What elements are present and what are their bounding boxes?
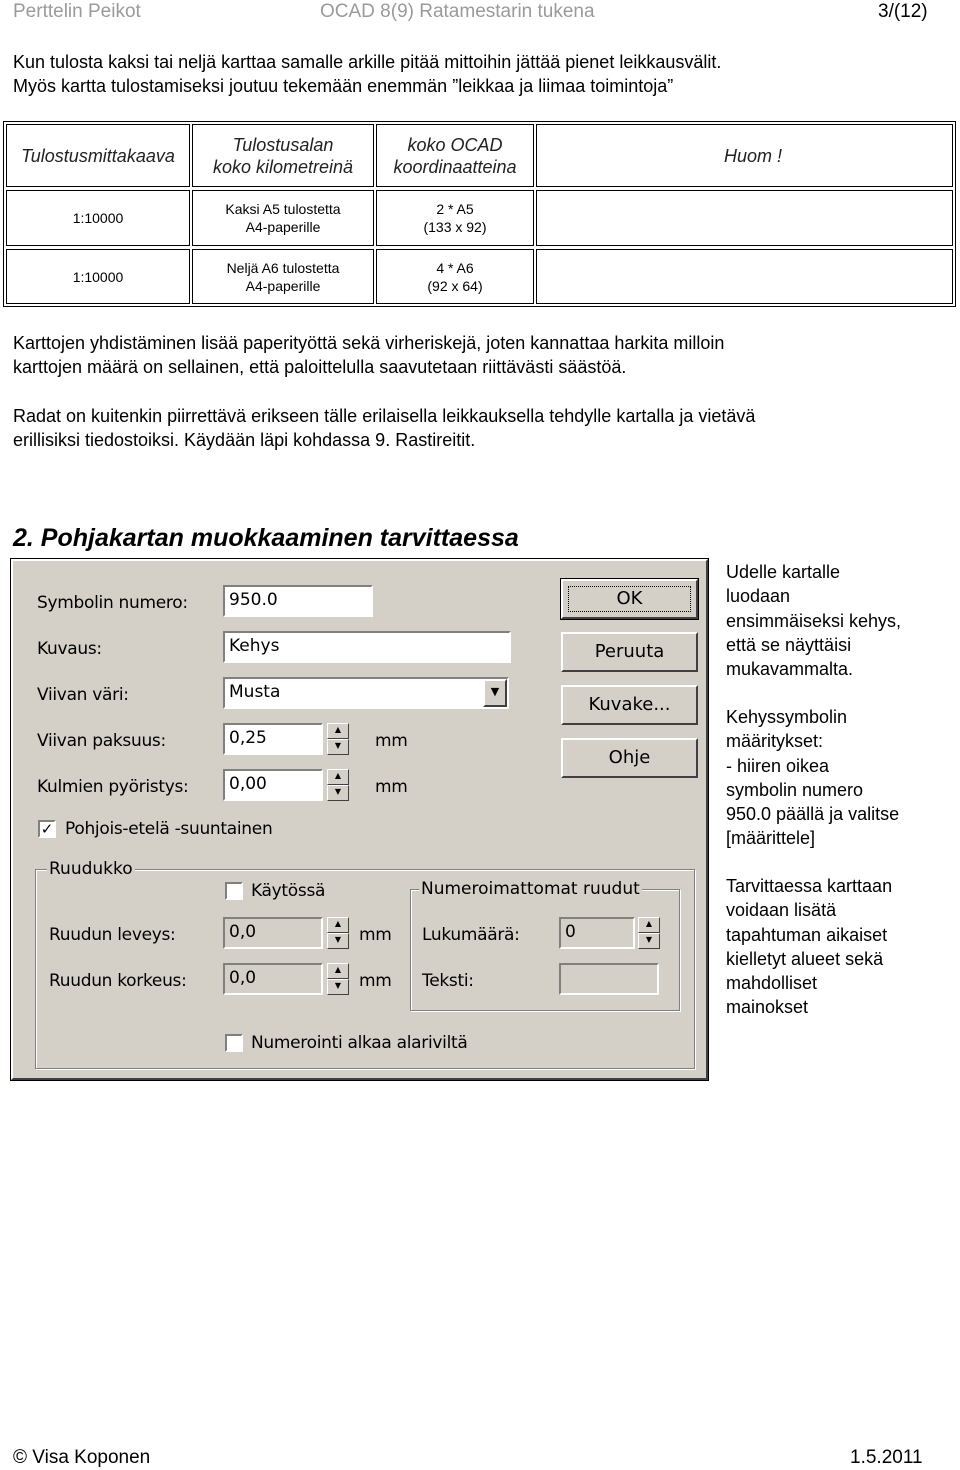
triangle-up-icon[interactable]: ▲ [638, 917, 660, 933]
triangle-down-icon[interactable]: ▼ [327, 979, 349, 995]
print-scale-table [3, 121, 956, 307]
table-cell-area-line2: A4-paperille [245, 277, 321, 294]
corner-rounding-unit: mm [375, 777, 408, 797]
numbering-bottom-label: Numerointi alkaa alariviltä [251, 1033, 468, 1053]
check-icon: ✓ [40, 820, 54, 838]
table-cell-area-line1: Neljä A6 tulostetta [226, 259, 340, 276]
side-note-line: Kehyssymbolin [726, 707, 848, 727]
side-note-line: Tarvittaessa karttaan [726, 876, 893, 896]
help-button[interactable]: Ohje [561, 738, 698, 778]
triangle-down-icon[interactable]: ▼ [327, 933, 349, 949]
description-input[interactable]: Kehys [223, 631, 511, 663]
table-cell-coords-line2: (133 x 92) [423, 219, 487, 235]
intro-text [13, 50, 721, 98]
side-note-line: [määrittele] [726, 828, 816, 849]
symbol-number-input[interactable]: 950.0 [223, 585, 373, 617]
table-cell-coords [376, 190, 534, 246]
line-width-spinner[interactable] [327, 723, 349, 755]
grid-height-label: Ruudun korkeus: [49, 971, 187, 991]
ok-button[interactable] [561, 579, 698, 619]
table-cell-coords-line1: 4 * A6 [436, 259, 474, 276]
grid-width-spinner[interactable] [327, 917, 349, 949]
paragraph-2-line-1: Radat on kuitenkin piirrettävä erikseen tälle erilaisella leikkauksella tehdylle kartalla ja vietävä [13, 406, 756, 426]
table-header-area-line1: Tulostusalan [232, 134, 334, 155]
header-center: OCAD 8(9) Ratamestarin tukena [320, 1, 595, 22]
side-note-2 [726, 705, 946, 851]
side-note-line: luodaan [726, 586, 791, 607]
grid-width-unit: mm [359, 925, 392, 945]
side-note-line: että se näyttäisi [726, 634, 852, 655]
corner-rounding-input[interactable]: 0,00 [223, 769, 323, 801]
grid-width-input[interactable]: 0,0 [223, 917, 323, 949]
grid-height-spinner[interactable] [327, 963, 349, 995]
text-label: Teksti: [422, 971, 474, 991]
table-header-coords-line2: koordinaatteina [393, 156, 517, 177]
count-spinner[interactable] [638, 917, 660, 949]
line-color-label: Viivan väri: [37, 685, 129, 705]
north-south-checkbox[interactable] [38, 820, 56, 838]
grid-height-unit: mm [359, 971, 392, 991]
grid-height-input[interactable]: 0,0 [223, 963, 323, 995]
triangle-up-icon[interactable]: ▲ [327, 963, 349, 979]
side-note-line: mukavammalta. [726, 659, 854, 680]
table-header-coords [376, 124, 534, 187]
triangle-down-icon[interactable]: ▼ [327, 739, 349, 755]
numbering-bottom-checkbox[interactable] [225, 1034, 243, 1052]
paragraph-2-line-2: erillisiksi tiedostoiksi. Käydään läpi kohdassa 9. Rastireitit. [13, 430, 476, 450]
triangle-down-icon[interactable]: ▼ [638, 933, 660, 949]
triangle-up-icon[interactable]: ▲ [327, 917, 349, 933]
footer-date: 1.5.2011 [850, 1447, 923, 1468]
north-south-label: Pohjois-etelä -suuntainen [65, 819, 273, 839]
table-cell-scale: 1:10000 [6, 190, 190, 246]
icon-button[interactable]: Kuvake... [561, 685, 698, 725]
intro-line-2: Myös kartta tulostamiseksi joutuu tekemään enemmän ”leikkaa ja liimaa toimintoja” [13, 76, 674, 96]
side-note-line: määritykset: [726, 731, 824, 752]
line-width-label: Viivan paksuus: [37, 731, 166, 751]
grid-width-label: Ruudun leveys: [49, 925, 176, 945]
side-note-3 [726, 874, 946, 1020]
count-label: Lukumäärä: [422, 925, 520, 945]
side-note-line: Udelle kartalle [726, 562, 841, 582]
table-header-scale: Tulostusmittakaava [6, 124, 190, 187]
symbol-number-label: Symbolin numero: [37, 593, 188, 613]
in-use-label: Käytössä [251, 881, 326, 901]
table-header-area-line2: koko kilometreinä [212, 156, 354, 177]
table-cell-area-line1: Kaksi A5 tulostetta [225, 201, 341, 217]
symbol-dialog [11, 559, 708, 1080]
page-number: 3/(12) [878, 1, 928, 22]
intro-line-1: Kun tulosta kaksi tai neljä karttaa samalle arkille pitää mittoihin jättää pienet leikkausvälit. [13, 52, 722, 72]
table-cell-area [192, 190, 374, 246]
header-left: Perttelin Peikot [13, 1, 141, 22]
grid-group-title: Ruudukko [49, 859, 133, 879]
line-width-unit: mm [375, 731, 408, 751]
corner-rounding-spinner[interactable] [327, 769, 349, 801]
text-input[interactable] [559, 963, 659, 995]
side-note-line: symbolin numero [726, 779, 864, 800]
side-note-line: mahdolliset [726, 973, 818, 994]
side-note-line: - hiiren oikea [726, 755, 830, 776]
table-cell-coords-line1: 2 * A5 [436, 201, 474, 217]
line-width-input[interactable]: 0,25 [223, 723, 323, 755]
footer-copyright: © Visa Koponen [13, 1447, 151, 1468]
section-title: 2. Pohjakartan muokkaaminen tarvittaessa [13, 524, 519, 552]
description-label: Kuvaus: [37, 639, 102, 659]
count-input[interactable]: 0 [559, 917, 635, 949]
cancel-button[interactable]: Peruuta [561, 632, 698, 672]
table-cell-note [536, 249, 953, 304]
triangle-up-icon[interactable]: ▲ [327, 769, 349, 785]
side-note-line: ensimmäiseksi kehys, [726, 610, 902, 631]
table-cell-coords-line2: (92 x 64) [427, 277, 483, 294]
side-note-line: mainokset [726, 997, 809, 1018]
in-use-checkbox[interactable] [225, 882, 243, 900]
table-cell-area [192, 249, 374, 304]
side-note-1 [726, 560, 946, 681]
side-note-line: kielletyt alueet sekä [726, 948, 884, 969]
table-cell-scale: 1:10000 [6, 249, 190, 304]
table-header-coords-line1: koko OCAD [407, 134, 503, 155]
table-cell-note [536, 190, 953, 246]
paragraph-1-line-1: Karttojen yhdistäminen lisää paperityöttä sekä virheriskejä, joten kannattaa harkita milloin [13, 333, 725, 353]
table-header-note: Huom ! [536, 124, 953, 187]
table-cell-area-line2: A4-paperille [245, 219, 321, 235]
paragraph-1 [13, 331, 943, 379]
table-cell-coords [376, 249, 534, 304]
unnumbered-group-title: Numeroimattomat ruudut [421, 879, 640, 899]
paragraph-2 [13, 404, 943, 452]
line-color-select[interactable]: Musta [223, 677, 509, 709]
side-note-line: tapahtuman aikaiset [726, 924, 888, 945]
corner-rounding-label: Kulmien pyöristys: [37, 777, 189, 797]
side-note-line: 950.0 päällä ja valitse [726, 804, 900, 825]
paragraph-1-line-2: karttojen määrä on sellainen, että paloittelulla saavutetaan riittävästi säästöä. [13, 357, 627, 377]
chevron-down-icon[interactable]: ▼ [483, 679, 507, 707]
triangle-up-icon[interactable]: ▲ [327, 723, 349, 739]
side-note-line: voidaan lisätä [726, 900, 837, 921]
ok-button-label: OK [568, 586, 691, 612]
triangle-down-icon[interactable]: ▼ [327, 785, 349, 801]
table-header-area [192, 124, 374, 187]
